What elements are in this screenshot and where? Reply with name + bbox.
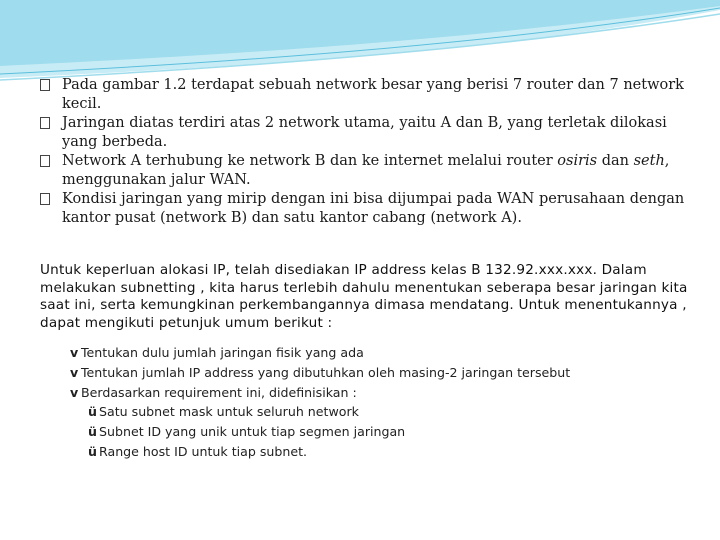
check-icon: ü <box>88 404 97 420</box>
subnetting-paragraph: Untuk keperluan alokasi IP, telah disediakan IP address kelas B 132.92.xxx.xxx. Dalam melakukan subnetting , kita harus terlebih dahulu menentukan seberapa besar jaringan kita saat ini, serta kemungkinan perkembangannya dimasa mendatang. Untuk menentukannya , dapat mengikuti petunjuk umum berikut : <box>40 262 688 331</box>
bullet-text: Kondisi jaringan yang mirip dengan ini bisa dijumpai pada WAN perusahaan dengan kantor pusat (network B) dan satu kantor cabang (network A). <box>62 191 685 226</box>
list-item <box>70 383 690 403</box>
check-icon: ü <box>88 443 97 459</box>
bullet-box-icon <box>40 117 50 129</box>
sub-list-item <box>70 442 690 462</box>
bullet-item <box>40 114 700 152</box>
list-item <box>70 343 690 363</box>
bullet-text: Pada gambar 1.2 terdapat sebuah network besar yang berisi 7 router dan 7 network kecil. <box>62 77 684 112</box>
sub-list-item <box>70 402 690 422</box>
list-item <box>70 363 690 383</box>
list-item-text: Berdasarkan requirement ini, didefinisikan : <box>81 384 357 400</box>
bullet-list <box>40 76 700 228</box>
bullet-box-icon <box>40 155 50 167</box>
bullet-item <box>40 152 700 190</box>
bullet-item <box>40 190 700 228</box>
bullet-box-icon <box>40 79 50 91</box>
list-item-text: Tentukan dulu jumlah jaringan fisik yang ada <box>81 345 364 360</box>
sub-list-item-text: Subnet ID yang unik untuk tiap segmen jaringan <box>99 424 406 440</box>
sub-list-item-text: Satu subnet mask untuk seluruh network <box>99 404 359 420</box>
diamond-bullet-icon: v <box>70 345 79 360</box>
router-name-seth: seth <box>633 153 665 169</box>
steps-list <box>70 343 690 462</box>
router-name-osiris: osiris <box>557 153 598 169</box>
bullet-text: Jaringan diatas terdiri atas 2 network utama, yaitu A dan B, yang terletak dilokasi yang berbeda. <box>62 115 667 150</box>
diamond-bullet-icon: v <box>70 384 79 400</box>
bullet-text-post: , menggunakan jalur WAN. <box>62 153 670 188</box>
sub-list-item <box>70 422 690 442</box>
bullet-text-mid: dan <box>597 153 634 169</box>
sub-list-item-text: Range host ID untuk tiap subnet. <box>99 443 308 459</box>
bullet-text-pre: Network A terhubung ke network B dan ke internet melalui router <box>62 153 558 169</box>
check-icon: ü <box>88 424 97 440</box>
list-item-text: Tentukan jumlah IP address yang dibutuhkan oleh masing-2 jaringan tersebut <box>81 364 571 380</box>
bullet-item <box>40 76 700 114</box>
bullet-box-icon <box>40 193 50 205</box>
diamond-bullet-icon: v <box>70 364 79 380</box>
